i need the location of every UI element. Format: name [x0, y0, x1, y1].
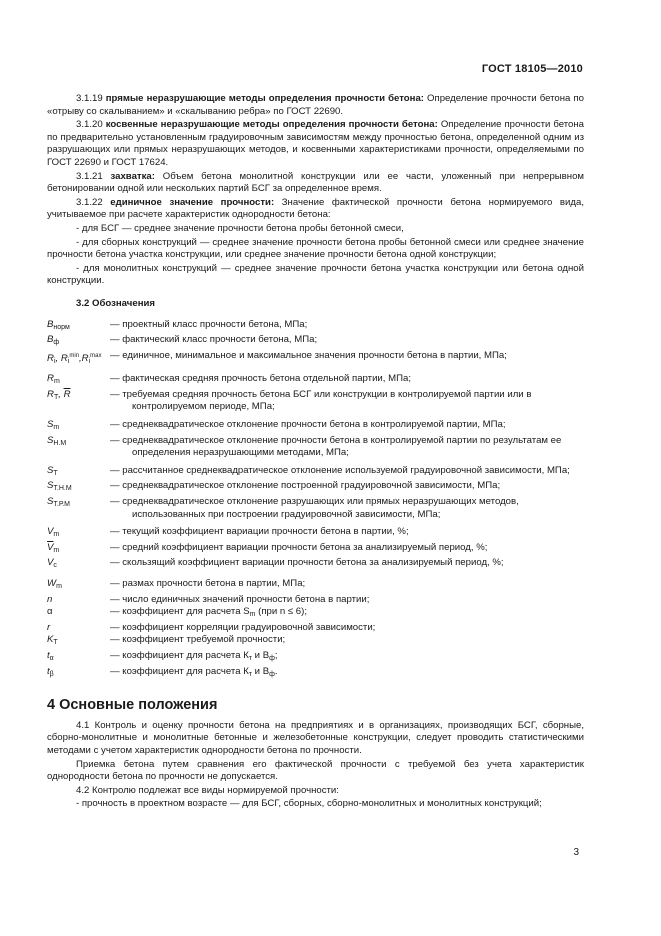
- symbol: [47, 666, 110, 682]
- description-text: — коэффициент корреляции градуировочной зависимости;: [110, 621, 376, 633]
- description-text: — фактический класс прочности бетона, МПа;: [110, 334, 318, 346]
- symbol-row: [47, 606, 584, 622]
- symbol-superscript: min: [69, 352, 79, 359]
- symbol-letter: S: [47, 434, 54, 446]
- description-subscript: т: [248, 654, 253, 662]
- symbol-description: [110, 419, 584, 432]
- definition-term: косвенные неразрушающие методы определения прочности бетона:: [105, 119, 438, 131]
- definition-list: [47, 223, 584, 288]
- symbol-row: [47, 650, 584, 666]
- symbol-letter: B: [47, 318, 54, 330]
- symbols-list: [47, 319, 584, 682]
- description-text: — коэффициент для расчета К: [110, 649, 249, 661]
- definition-text: Значение фактической прочности бетона нормируемого вида, учитываемое при расчете характеристик однородности бетона:: [47, 196, 584, 221]
- symbol: [47, 465, 110, 481]
- symbol-subscript: Т.Н.М: [53, 485, 72, 493]
- symbol-row: [47, 334, 584, 350]
- symbol-subscript: Т: [53, 639, 58, 647]
- symbol-subscript: m: [53, 378, 60, 386]
- symbol-description: [110, 334, 584, 347]
- definition-number: 3.1.20: [76, 119, 106, 131]
- symbol-description: [110, 622, 584, 635]
- symbol-subscript: Т: [53, 469, 58, 477]
- document-header: ГОСТ 18105—2010: [481, 63, 583, 75]
- description-text: — коэффициент для расчета S: [110, 606, 250, 618]
- section-4-paragraph: Приемка бетона путем сравнения его фактической прочности с требуемой без учета характеристик однородности бетона по прочности не допускается.: [47, 758, 584, 783]
- description-text: — среднеквадратическое отклонение прочности бетона в контролируемой партии по результатам ее определения неразрушающими методами, МПа;: [110, 434, 562, 459]
- description-text: — размах прочности бетона в партии, МПа;: [110, 578, 306, 589]
- description-text: — единичное, минимальное и максимальное значения прочности бетона в партии, МПа;: [110, 349, 507, 361]
- symbol-row: [47, 389, 584, 414]
- symbol-letter: ,: [58, 388, 64, 400]
- symbol-description: [110, 594, 584, 607]
- definition-text: Определение прочности бетона по «отрыву со скалыванием» и «скалыванию ребра» по ГОСТ 22690.: [47, 93, 584, 117]
- symbol-subscript: α: [49, 654, 54, 662]
- symbol-row: [47, 594, 584, 607]
- definition-number: 3.1.21: [76, 170, 111, 182]
- definition-item: - для сборных конструкций — среднее значение прочности бетона пробы бетонной смеси или среднее значение прочности бетона участка конструкции, или среднее значение прочности бетона одной конструкции;: [47, 236, 584, 261]
- symbol: [47, 622, 110, 635]
- description-subscript: m: [249, 611, 256, 619]
- symbol-row: [47, 480, 584, 496]
- symbol-description: [110, 319, 584, 332]
- definition-paragraph: [47, 197, 584, 222]
- symbol: [47, 334, 110, 350]
- symbol-subscript: норм: [53, 323, 70, 331]
- definition-paragraph: [47, 93, 584, 118]
- symbol-subscript: i: [88, 357, 91, 365]
- symbol-description: [110, 465, 584, 478]
- description-text: — среднеквадратическое отклонение построенной градуировочной зависимости, МПа;: [110, 480, 501, 492]
- description-text: и В: [252, 665, 270, 677]
- symbol-row: [47, 634, 584, 650]
- section-4-paragraph: 4.1 Контроль и оценку прочности бетона на предприятиях и в организациях, производящих БСГ, сборные, сборно-монолитные и монолитные бетонные и железобетонные конструкции, следует проводить статистическими методами с учетом характеристик однородности бетона по прочности.: [47, 719, 584, 756]
- symbol: [47, 650, 110, 666]
- description-text: — проектный класс прочности бетона, МПа;: [110, 318, 308, 330]
- symbol-description: [110, 389, 584, 414]
- symbol-row: [47, 666, 584, 682]
- symbol-letter: W: [47, 578, 57, 589]
- symbol-subscript: Н.М: [53, 439, 67, 447]
- description-text: — число единичных значений прочности бетона в партии;: [110, 593, 370, 605]
- symbol-description: [110, 480, 584, 493]
- description-text: .: [274, 665, 278, 677]
- definition-text: Определение прочности бетона по предварительно установленным градуировочным зависимостям между прочностью бетона, определенной одним из разрушающих или прямых неразрушающих методов, и косвенными характеристиками прочности, определяемыми по ГОСТ 22690 и ГОСТ 17624.: [47, 119, 584, 168]
- symbol-subscript: ф: [53, 339, 60, 347]
- symbol-letter: t: [47, 665, 50, 677]
- section-4-paragraph: - прочность в проектном возрасте — для БСГ, сборных, сборно-монолитных и монолитных конструкций;: [76, 798, 542, 810]
- definition-term: прямые неразрушающие методы определения прочности бетона:: [105, 93, 424, 104]
- description-subscript: ф: [269, 654, 275, 662]
- symbol: [47, 526, 110, 542]
- symbol-description: [110, 650, 584, 666]
- description-text: — рассчитанное среднеквадратическое отклонение используемой градуировочной зависимости, МПа;: [110, 464, 570, 476]
- symbol-subscript: m: [56, 583, 62, 590]
- definitions-block: [47, 93, 584, 222]
- definition-text: Объем бетона монолитной конструкции или ее части, уложенный при непрерывном бетонировании одной или нескольких партий БСГ за определенное время.: [47, 170, 585, 195]
- symbol-subscript: с: [53, 562, 57, 570]
- symbol-letter: V: [47, 557, 54, 569]
- symbol: [47, 350, 110, 369]
- definition-number: 3.1.19: [76, 93, 106, 104]
- symbol-description: [110, 496, 584, 521]
- symbol: [47, 578, 110, 594]
- definition-paragraph: [47, 119, 584, 169]
- symbol: [47, 496, 110, 512]
- symbol-row: [47, 465, 584, 481]
- symbol-letter: α: [47, 606, 53, 618]
- definition-item: - для БСГ — среднее значение прочности бетона пробы бетонной смеси,: [76, 222, 404, 234]
- symbol-row: [47, 419, 584, 435]
- symbol-description: [110, 526, 584, 539]
- symbol-letter: K: [47, 634, 54, 646]
- symbol-row: [47, 373, 584, 389]
- symbol-subscript: Т: [53, 393, 59, 401]
- description-subscript: т: [248, 670, 253, 678]
- symbol: [47, 557, 110, 573]
- symbol-row: [47, 578, 584, 594]
- symbol-subscript: β: [49, 670, 54, 678]
- symbol: [47, 319, 110, 335]
- symbol-letter: V: [47, 526, 54, 538]
- symbol: [47, 634, 110, 650]
- symbol: [47, 389, 110, 405]
- description-text: — среднеквадратическое отклонение прочности бетона в контролируемой партии, МПа;: [110, 419, 506, 431]
- page-number: 3: [573, 847, 579, 858]
- page-content: [47, 92, 584, 811]
- symbol: [47, 419, 110, 435]
- section-3-2-title: 3.2 Обозначения: [76, 297, 155, 309]
- symbol-description: [110, 578, 584, 591]
- symbol-row: [47, 435, 584, 460]
- symbol-subscript: m: [53, 531, 60, 539]
- symbol-superscript: max: [90, 352, 102, 359]
- symbol-description: [110, 666, 584, 682]
- symbol-letter: R: [47, 373, 54, 385]
- symbol-letter: n: [47, 593, 53, 605]
- symbol-row: [47, 557, 584, 573]
- section-4-body: [47, 720, 584, 811]
- symbol-letter: ,R: [79, 352, 89, 364]
- description-text: — фактическая средняя прочность бетона отдельной партии, МПа;: [110, 373, 412, 385]
- symbol-letter: R: [47, 388, 54, 400]
- symbol-letter: , R: [55, 352, 68, 364]
- description-text: — скользящий коэффициент вариации прочности бетона за анализируемый период, %;: [110, 557, 504, 569]
- symbol-description: [110, 634, 584, 647]
- definition-item: - для монолитных конструкций — среднее значение прочности бетона участка конструкции или бетона одной конструкции.: [47, 262, 584, 287]
- symbol-letter: t: [47, 649, 50, 661]
- section-4-title: 4 Основные положения: [47, 697, 218, 714]
- description-text: — коэффициент требуемой прочности;: [110, 634, 286, 646]
- description-text: ;: [274, 649, 278, 661]
- symbol-subscript: i: [53, 357, 56, 365]
- symbol: [47, 594, 110, 607]
- symbol-letter: S: [47, 496, 54, 508]
- symbol-description: [110, 350, 584, 363]
- symbol-letter: $\overline{R}$: [63, 388, 71, 400]
- symbol-letter: r: [47, 621, 51, 633]
- description-text: — требуемая средняя прочность бетона БСГ или конструкции в контролируемой партии или в контролируемом периоде, МПа;: [110, 388, 532, 413]
- symbol-letter: R: [47, 352, 54, 364]
- definition-paragraph: [47, 171, 584, 196]
- symbol-letter: S: [47, 419, 54, 431]
- symbol-letter: $\overline{V}$: [47, 541, 54, 553]
- symbol: [47, 373, 110, 389]
- description-text: — коэффициент для расчета К: [110, 665, 249, 677]
- symbol-row: [47, 350, 584, 369]
- symbol-description: [110, 557, 584, 570]
- description-text: — среднеквадратическое отклонение разрушающих или прямых неразрушающих методов, использованных при построении градуировочной зависимости, МПа;: [110, 496, 519, 520]
- description-text: — текущий коэффициент вариации прочности бетона в партии, %;: [110, 526, 409, 538]
- symbol-row: [47, 319, 584, 335]
- symbol-description: [110, 373, 584, 386]
- definition-term: единичное значение прочности:: [110, 196, 275, 208]
- symbol-subscript: m: [53, 546, 60, 554]
- description-text: (при n ≤ 6);: [255, 606, 307, 618]
- symbol-description: [110, 435, 584, 460]
- symbol-letter: B: [47, 334, 54, 346]
- symbol-subscript: i: [67, 357, 70, 365]
- definition-number: 3.1.22: [76, 196, 111, 208]
- symbol: [47, 435, 110, 451]
- symbol-description: [110, 542, 584, 555]
- symbol-row: [47, 496, 584, 521]
- section-4-paragraph: 4.2 Контролю подлежат все виды нормируемой прочности:: [76, 784, 339, 796]
- description-text: и В: [252, 649, 270, 661]
- symbol: [47, 480, 110, 496]
- symbol-row: [47, 622, 584, 635]
- symbol-letter: S: [47, 464, 54, 476]
- definition-term: захватка:: [110, 170, 155, 182]
- symbol-subscript: m: [53, 424, 60, 432]
- description-text: — средний коэффициент вариации прочности бетона за анализируемый период, %;: [110, 541, 488, 553]
- symbol-letter: S: [47, 480, 54, 492]
- symbol-row: [47, 542, 584, 558]
- description-subscript: ф: [269, 670, 275, 678]
- symbol: [47, 542, 110, 558]
- symbol-subscript: Т.Р.М: [53, 501, 70, 509]
- symbol-row: [47, 526, 584, 542]
- symbol: [47, 606, 110, 619]
- symbol-description: [110, 606, 584, 622]
